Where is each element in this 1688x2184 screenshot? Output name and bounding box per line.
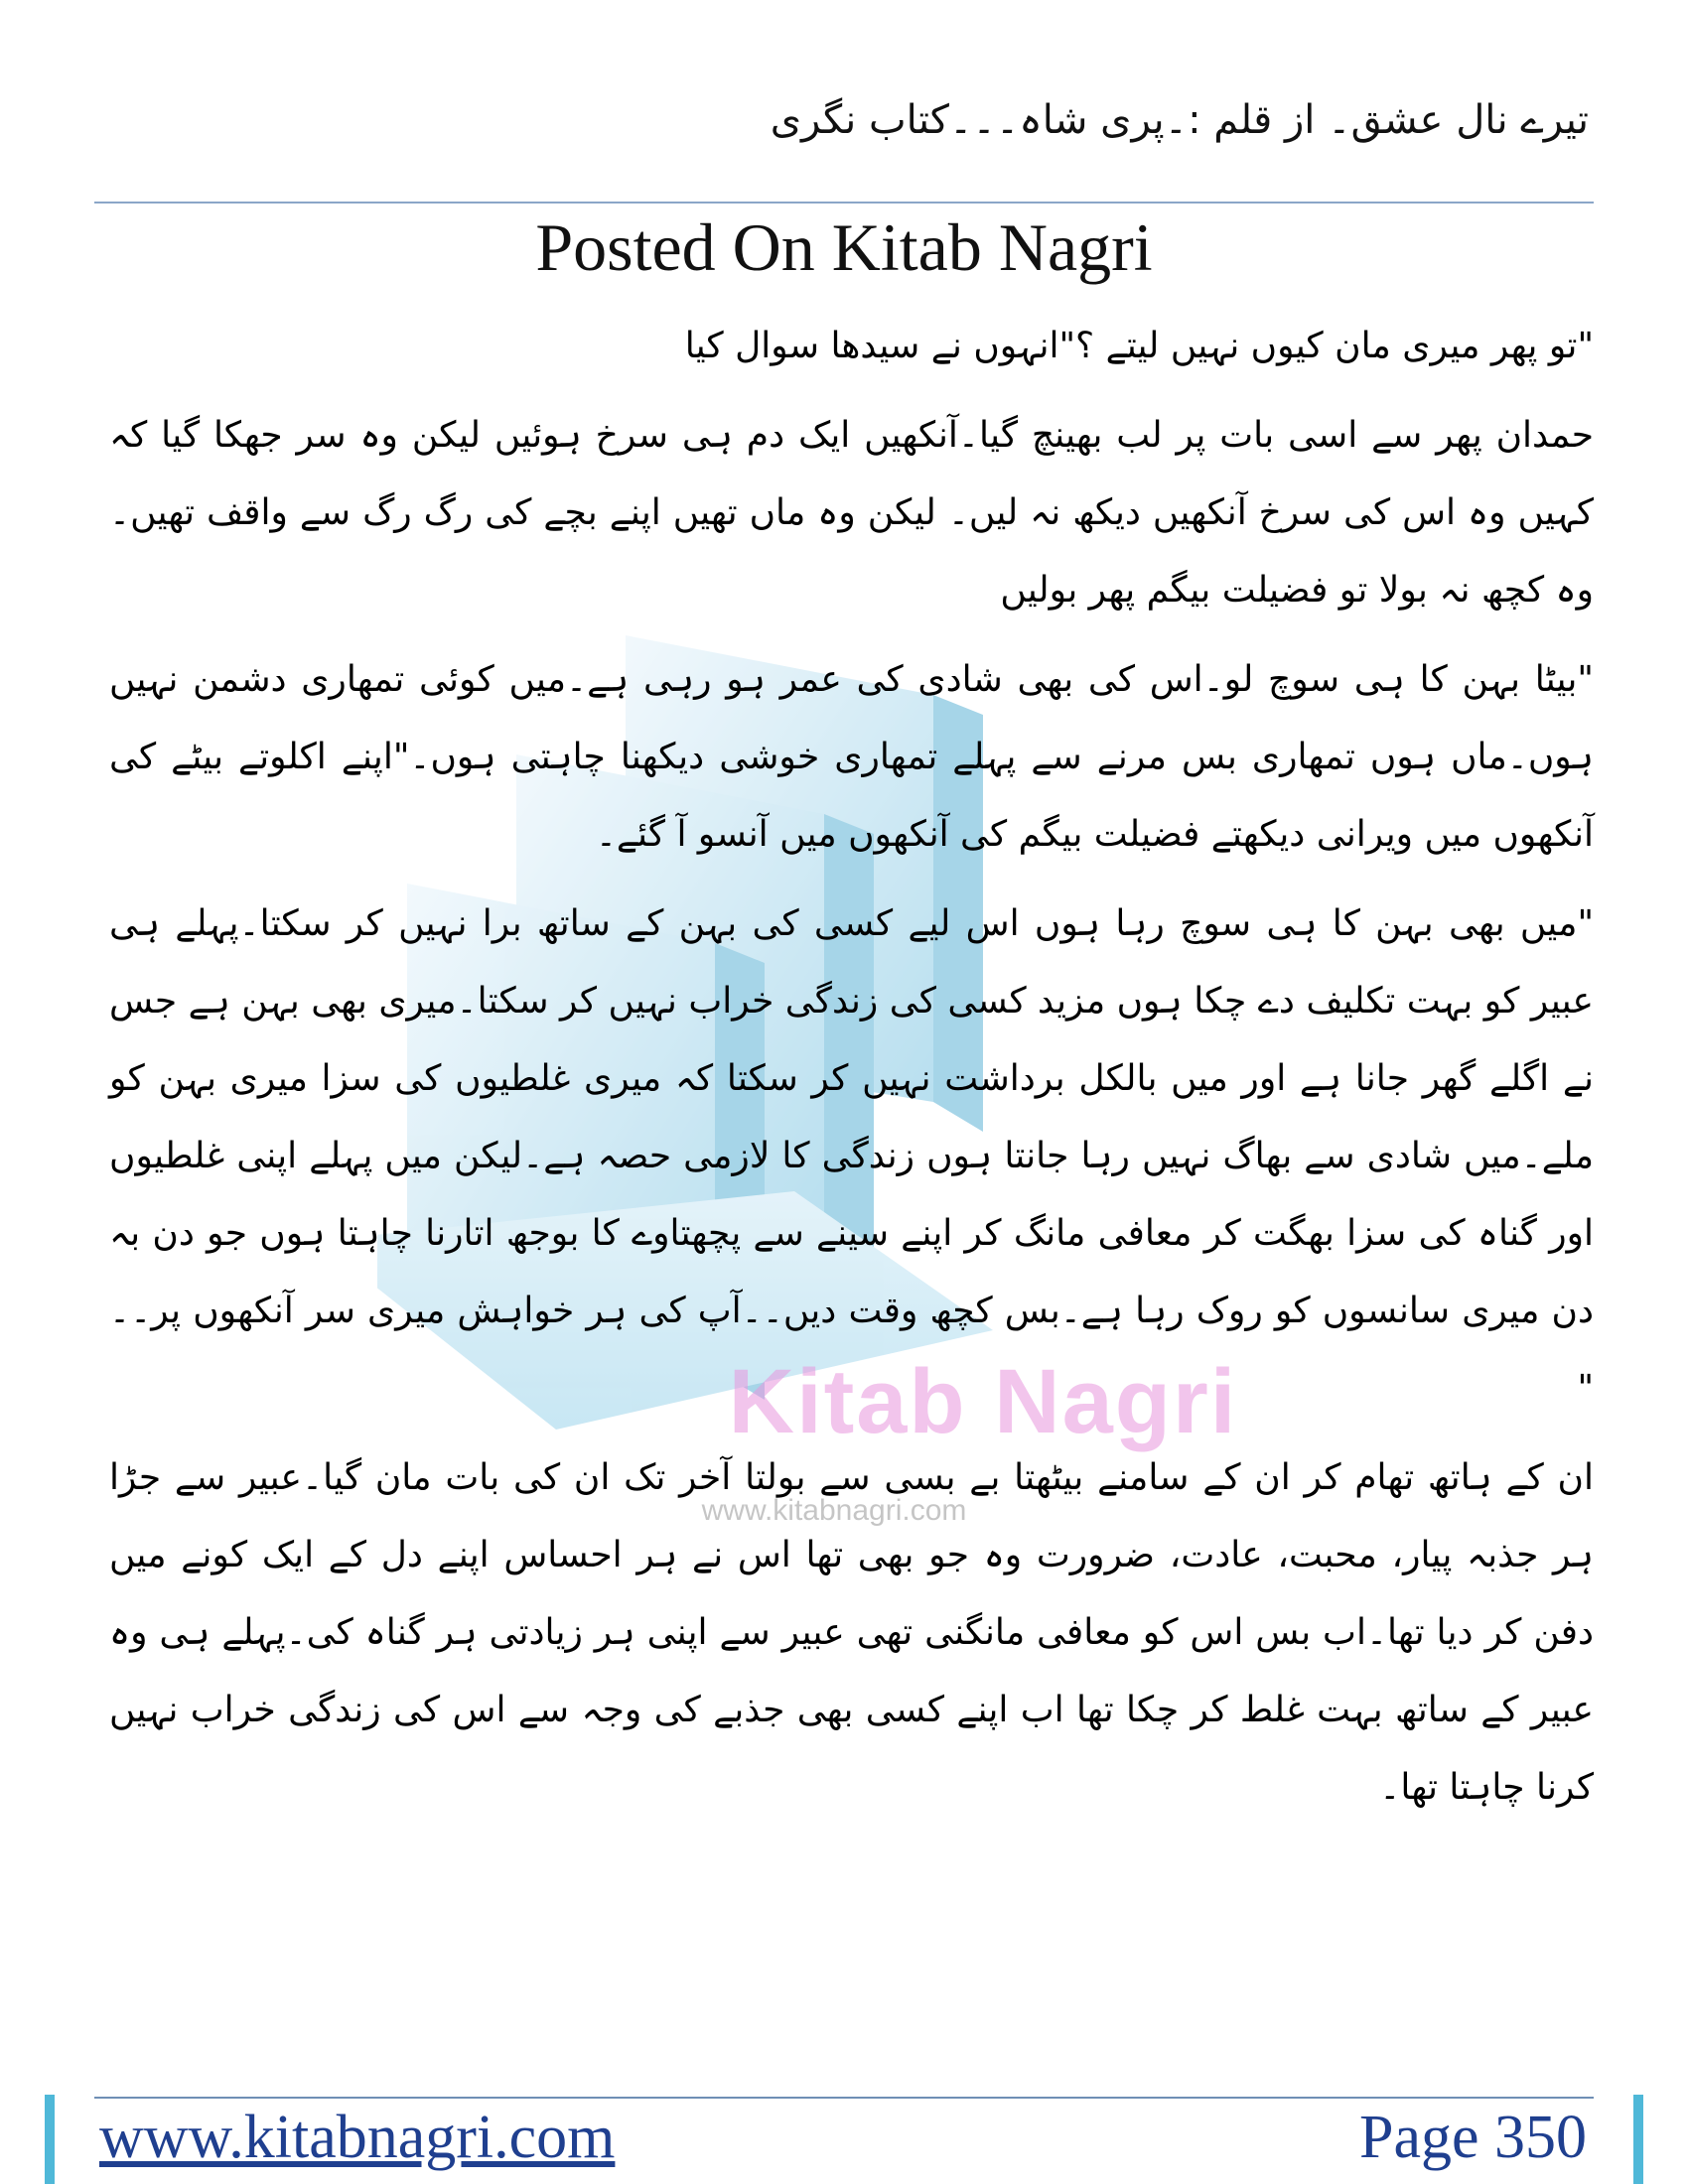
- watermark-text: Kitab Nagri: [728, 1351, 1238, 1452]
- paragraph: "تو پھر میری مان کیوں نہیں لیتے ؟"انہوں نے سیدھا سوال کیا: [684, 326, 1594, 366]
- story-body: [109, 308, 1594, 1839]
- paragraph: "بیٹا بہن کا ہی سوچ لو۔اس کی بھی شادی کی عمر ہو رہی ہے۔میں کوئی تمھاری دشمن نہیں ہوں۔ماں ہوں تمھاری بس مرنے سے پہلے تمھاری خوشی دیکھنا چاہتی ہوں۔"اپنے اکلوتے بیٹے کی آنکھوں میں ویرانی دیکھتے فضیلت بیگم کی آنکھوں میں آنسو آ گئے۔: [109, 659, 1594, 855]
- paragraph: ان کے ہاتھ تھام کر ان کے سامنے بیٹھتا بے بسی سے بولتا آخر تک ان کی بات مان گیا۔عبیر سے جڑا ہر جذبہ پیار، محبت، عادت، ضرورت وہ جو بھی تھا اس نے ہر احساس اپنے دل کے ایک کونے میں دفن کر دیا تھا۔اب بس اس کو معافی مانگنی تھی عبیر سے اپنی ہر زیادتی ہر گناہ کی۔پہلے ہی وہ عبیر کے ساتھ بہت غلط کر چکا تھا اب اپنے کسی بھی جذبے کی وجہ سے اس کی زندگی خراب نہیں کرنا چاہتا تھا۔: [109, 1457, 1594, 1808]
- paragraph: "میں بھی بہن کا ہی سوچ رہا ہوں اس لیے کسی کی بہن کے ساتھ برا نہیں کر سکتا۔پہلے ہی عبیر کو بہت تکلیف دے چکا ہوں مزید کسی کی زندگی خراب نہیں کر سکتا۔میری بھی بہن ہے جس نے اگلے گھر جانا ہے اور میں بالکل برداشت نہیں کر سکتا کہ میری غلطیوں کی سزا میری بہن کو ملے۔میں شادی سے بھاگ نہیں رہا جانتا ہوں زندگی کا لازمی حصہ ہے۔لیکن میں پہلے اپنی غلطیوں اور گناہ کی سزا بھگت کر معافی مانگ کر اپنے سینے سے پچھتاوے کا بوجھ اتارنا چاہتا ہوں جو دن بہ دن میری سانسوں کو روک رہا ہے۔بس کچھ وقت دیں۔۔آپ کی ہر خواہش میری سر آنکھوں پر۔۔ ": [109, 903, 1594, 1409]
- posted-on-heading: Posted On Kitab Nagri: [535, 209, 1153, 285]
- page-header-title: تیرے نال عشق۔ از قلم :۔پری شاہ۔۔۔کتاب نگری: [770, 97, 1589, 143]
- watermark-url: www.kitabnagri.com: [701, 1494, 967, 1527]
- page-number: Page 350: [1358, 2104, 1587, 2171]
- footer-right-accent-bar: [1633, 2095, 1643, 2184]
- header-divider: [94, 202, 1594, 204]
- footer-website-link[interactable]: www.kitabnagri.com: [99, 2104, 616, 2171]
- footer-divider: [94, 2097, 1594, 2099]
- paragraph: حمدان پھر سے اسی بات پر لب بھینچ گیا۔آنکھیں ایک دم ہی سرخ ہوئیں لیکن وہ سر جھکا گیا کہ کہیں وہ اس کی سرخ آنکھیں دیکھ نہ لیں۔ لیکن وہ ماں تھیں اپنے بچے کی رگ رگ سے واقف تھیں۔وہ کچھ نہ بولا تو فضیلت بیگم پھر بولیں: [109, 415, 1594, 611]
- footer-left-accent-bar: [45, 2095, 55, 2184]
